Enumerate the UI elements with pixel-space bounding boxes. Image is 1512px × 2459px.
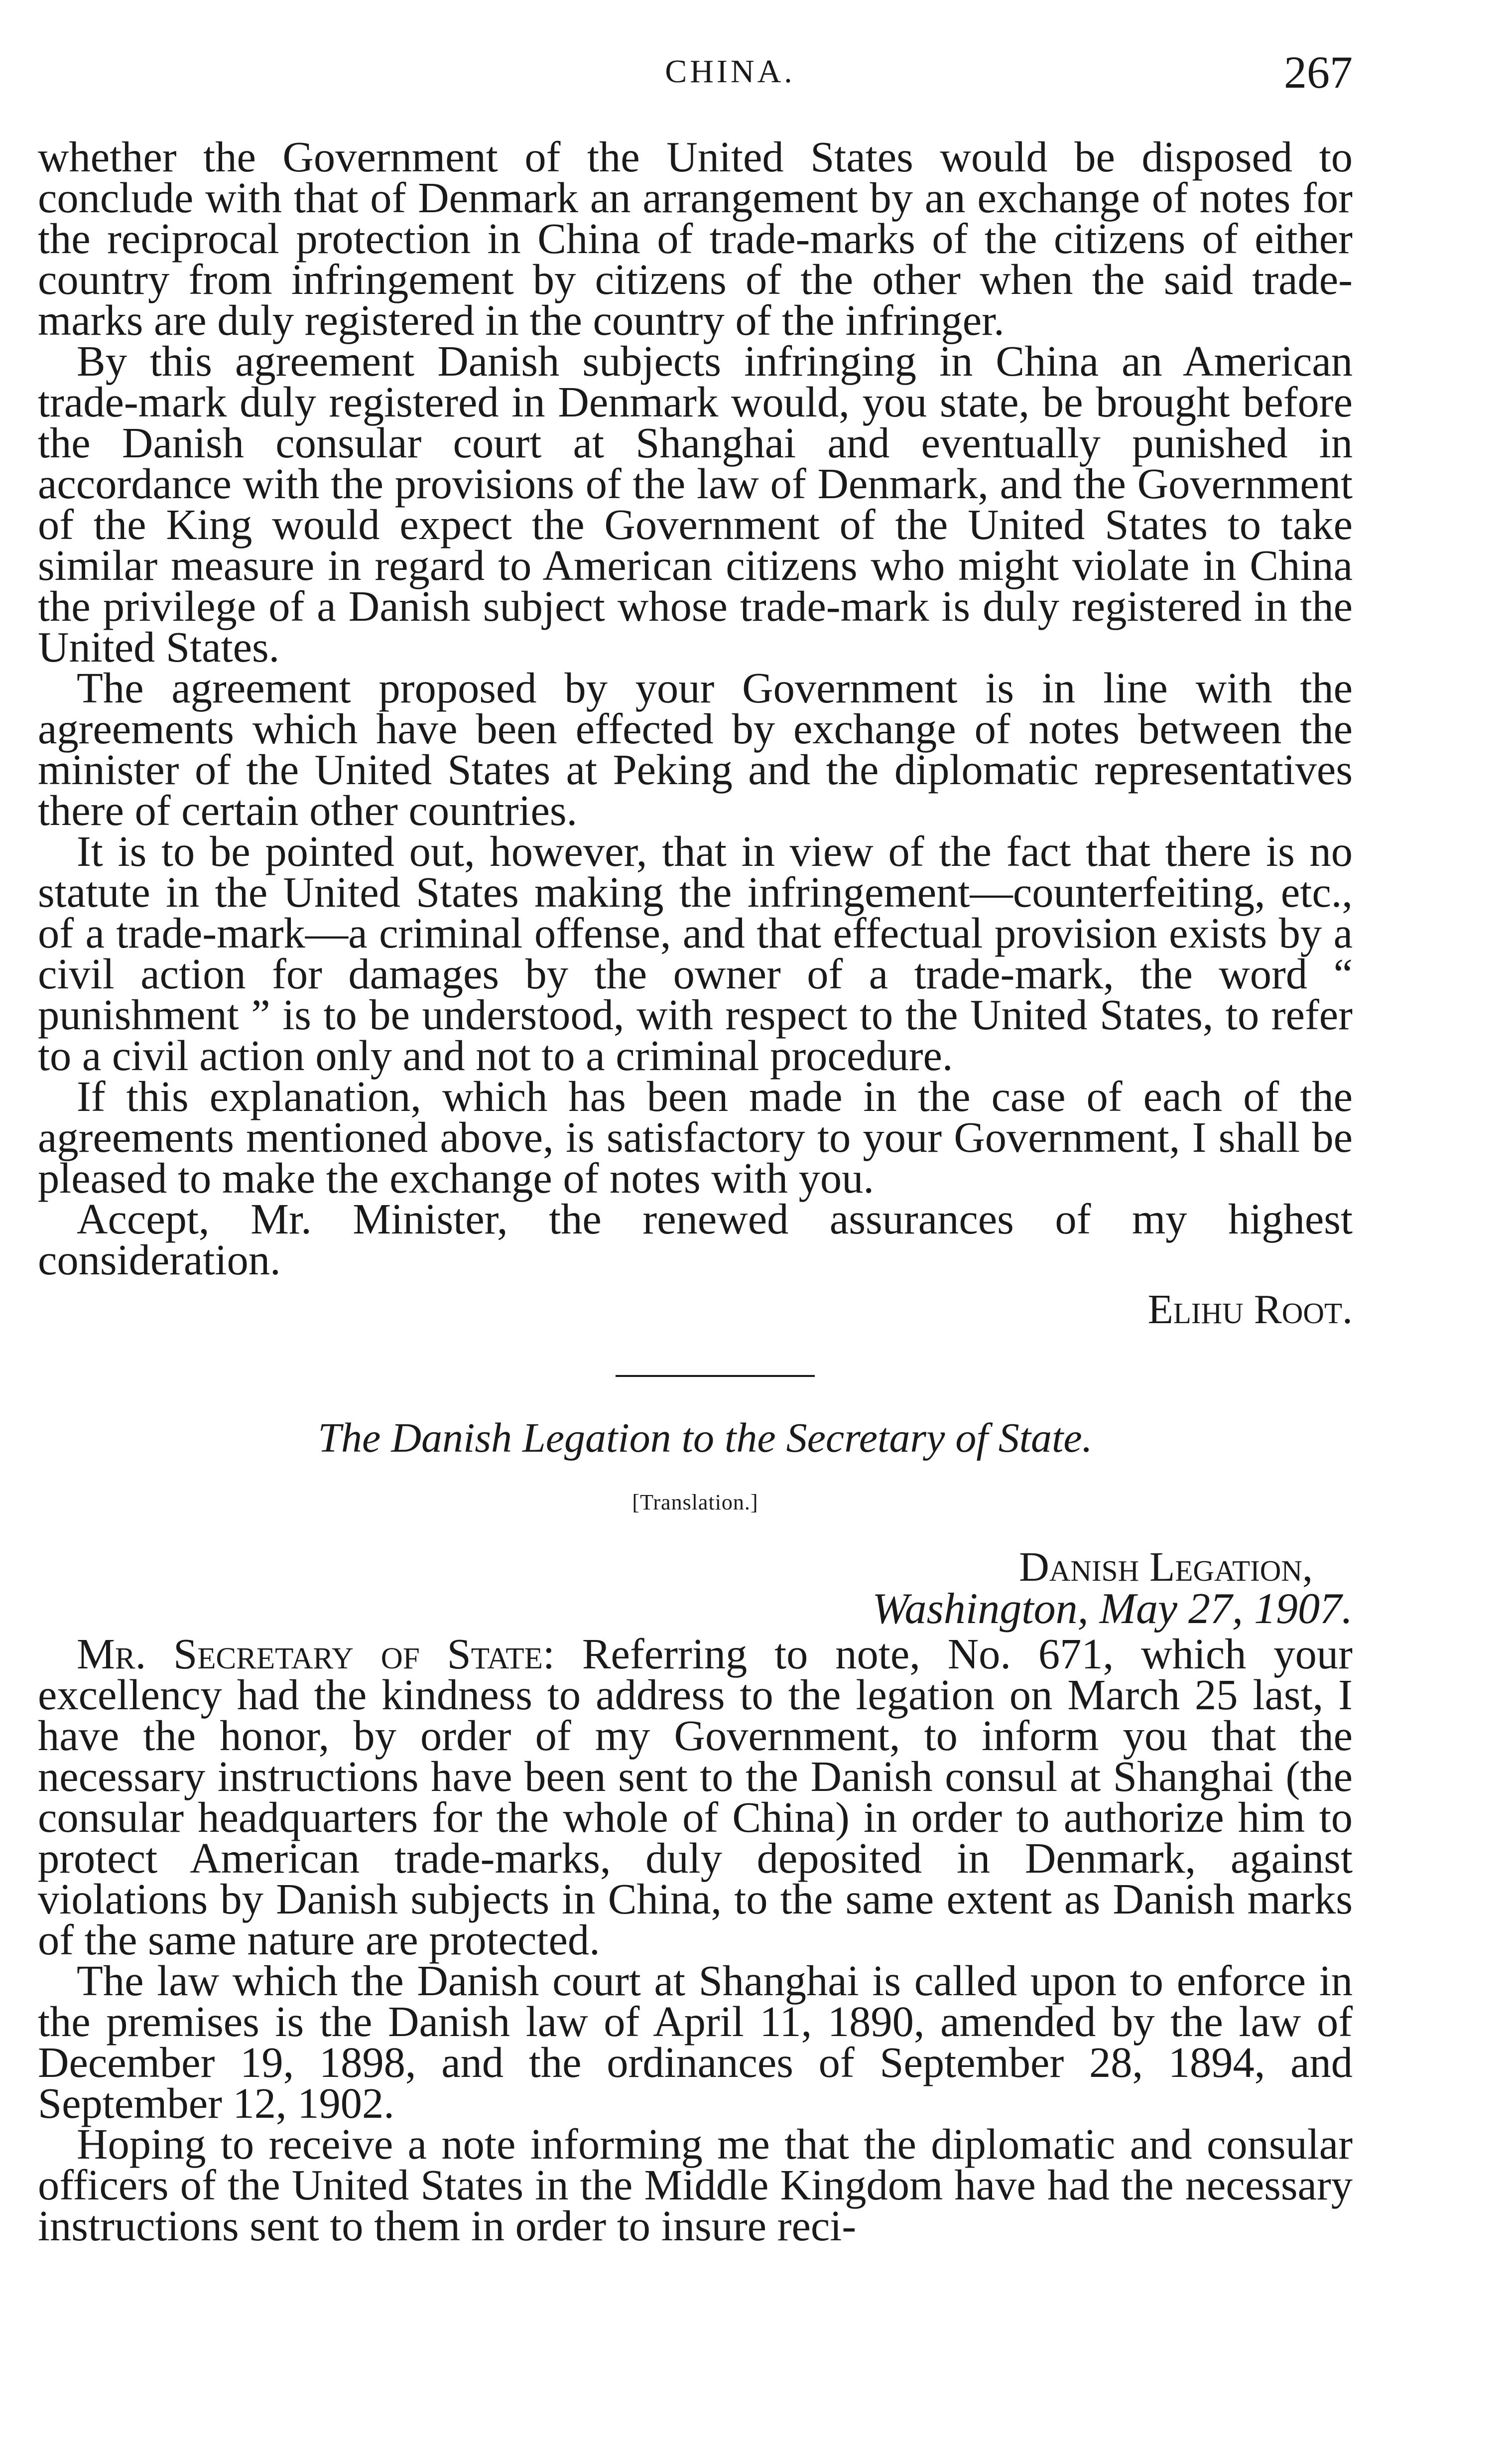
paragraph-punishment-explanation: It is to be pointed out, however, that in view of the fact that there is no statute in the United States making the infringement—counterfeiting, etc., of a trade-mark—a criminal offense, and that effectual provision exists by a civil action for damages by the owner of a trade-mark, the word “ punishment ” is to be understood, with respect to the United States, to refer to a civil action only and not to a criminal procedure. [38,827,1353,1080]
signature-elihu-root: Elihu Root. [1147,1286,1353,1333]
section-divider [616,1375,815,1377]
letter-heading: The Danish Legation to the Secretary of State. [318,1415,1093,1461]
paragraph-continuation: whether the Government of the United States would be disposed to conclude with that of Denmark an arrangement by an exchange of notes for the reciprocal protection in China of trade-marks of the citizens of either country from infringement by citizens of the other when the said trade-marks are duly registered in the country of the infringer. [38,133,1353,344]
letter-place: Danish Legation, [1019,1544,1313,1590]
running-title: CHINA. [665,53,795,90]
paragraph-hoping: Hoping to receive a note informing me that the diplomatic and consular officers of the United States in the Middle Kingdom have had the necessary instructions sent to them in order to insure reci- [38,2120,1353,2250]
salutation: Mr. Secretary of State: [77,1630,555,1678]
letter-danish-legation [38,1415,1353,2250]
page-number: 267 [1284,47,1353,98]
letter-root-excerpt [38,133,1353,1333]
letter-date: Washington, May 27, 1907. [872,1585,1353,1633]
paragraph-closing: Accept, Mr. Minister, the renewed assurances of my highest consideration. [38,1195,1353,1284]
translation-note: [Translation.] [632,1490,758,1514]
paragraph-danish-law: The law which the Danish court at Shanghai is called upon to enforce in the premises is the Danish law of April 11, 1890, amended by the law of December 19, 1898, and the ordinances of September 28, 1894, and September 12, 1902. [38,1957,1353,2127]
paragraph-agreement-proposed: The agreement proposed by your Government is in line with the agreements which have been effected by exchange of notes between the minister of the United States at Peking and the diplomatic representatives there of certain other countries. [38,664,1353,834]
paragraph-exchange-of-notes: If this explanation, which has been made in the case of each of the agreements mentioned above, is satisfactory to your Government, I shall be pleased to make the exchange of notes with you. [38,1073,1353,1202]
paragraph-referring-note-text: Referring to note, No. 671, which your excellency had the kindness to address to the legation on March 25 last, I have the honor, by order of my Government, to inform you that the necessary instructions have been sent to the Danish consul at Shanghai (the consular headquarters for the whole of China) in order to authorize him to protect American trade-marks, duly deposited in Denmark, against violations by Danish subjects in China, to the same extent as Danish marks of the same nature are protected. [38,1630,1353,1964]
document-page [38,46,1353,2250]
running-header [38,46,1353,106]
paragraph-referring-note [38,1630,1353,1964]
paragraph-agreement-terms: By this agreement Danish subjects infringing in China an American trade-mark duly registered in Denmark would, you state, be brought before the Danish consular court at Shanghai and eventually punished in accordance with the provisions of the law of Denmark, and the Government of the King would expect the Government of the United States to take similar measure in regard to American citizens who might violate in China the privilege of a Danish subject whose trade-mark is duly registered in the United States. [38,337,1353,671]
